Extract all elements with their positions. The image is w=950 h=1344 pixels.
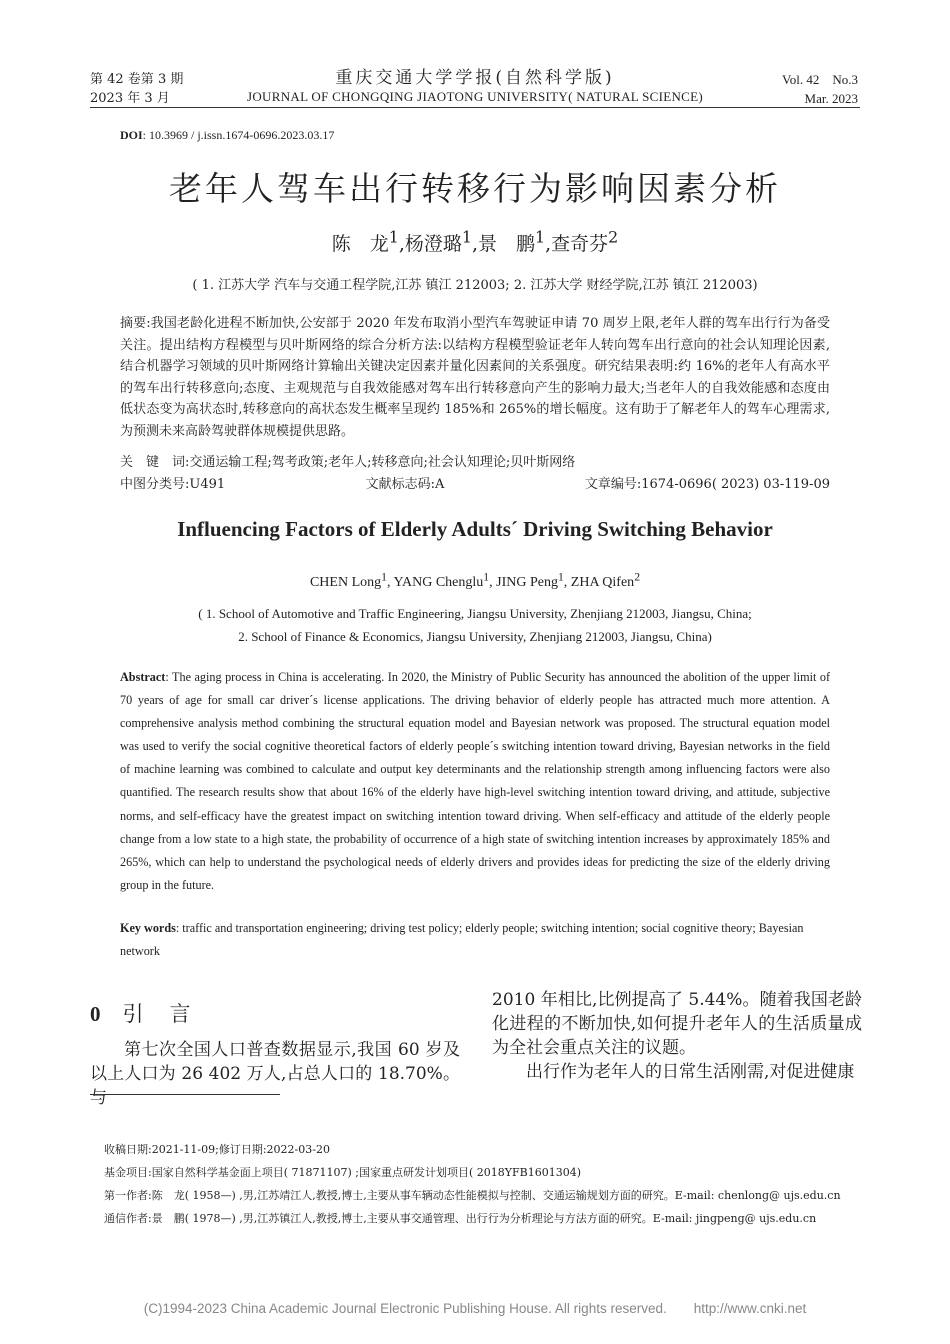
issue-date-en: Mar. 2023 [804,91,858,106]
body-paragraph: 2010 年相比,比例提高了 5.44%。随着我国老龄化进程的不断加快,如何提升老年人的生活质量成为全社会重点关注的议题。 [492,990,862,1058]
issue-volume-en: Vol. 42 No.3 [782,72,858,87]
issue-volume: 第 42 卷第 3 期 [90,72,184,87]
author-en: YANG Chenglu$^1$, [393,570,497,590]
footnote-received: 收稿日期:2021-11-09;修订日期:2022-03-20 [104,1143,330,1156]
doi-value: : 10.3969 / j.issn.1674-0696.2023.03.17 [142,128,335,142]
affiliation-en-2: 2. School of Finance & Economics, Jiangsu University, Zhenjiang 212003, Jiangsu, China) [238,629,712,644]
abstract-cn-text: 我国老龄化进程不断加快,公安部于 2020 年发布取消小型汽车驾驶证申请 70 周岁上限,老年人群的驾车出行行为备受关注。提出结构方程模型与贝叶斯网络的综合分析方法:以结构方程模型验证老年人转向驾车出行意向的社会认知理论因素,结合机器学习领域的贝叶斯网络计算输出关键决定因素并量化因素间的关系强度。研究结果表明:约 16%的老年人有高水平的驾车出行转移意向;态度、主观规范与自我效能感对驾车出行转移意向产生的影响力最大;当老年人的自我效能感和态度由低状态变为高状态时,转移意向的高状态发生概率呈现约 185%和 265%的增长幅度。这有助于了解老年人的驾车心理需求,为预测未来高龄驾驶群体规模提供思路。 [120,316,830,439]
affiliations-en [0,602,950,648]
affiliation-en-1: ( 1. School of Automotive and Traffic Engineering, Jiangsu University, Zhenjiang 212003, Jiangsu, China; [198,606,752,621]
classification-row [120,473,830,492]
abstract-en [120,666,830,897]
section-number: 0 [90,1002,101,1026]
section-title: 引言 [122,1002,217,1026]
journal-title-en: JOURNAL OF CHONGQING JIAOTONG UNIVERSITY( NATURAL SCIENCE) [246,89,704,104]
keywords-cn-text: 交通运输工程;驾考政策;老年人;转移意向;社会认知理论;贝叶斯网络 [189,455,576,470]
keywords-en-label: Key words [120,921,176,935]
footnote-funding: 基金项目:国家自然科学基金面上项目( 71871107) ;国家重点研发计划项目( 2018YFB1601304) [104,1166,582,1179]
header-rule [90,107,860,108]
body-paragraph: 出行作为老年人的日常生活刚需,对促进健康 [526,1062,855,1082]
authors-cn [0,228,950,256]
section-heading [90,998,217,1028]
abstract-en-text: : The aging process in China is accelerating. In 2020, the Ministry of Public Security has announced the abolition of the upper limit of 70 years of age for small car driver´s license applications. The driving behavior of elderly people has attracted much more attention. A comprehensive analysis method combining the structural equation model and Bayesian network was proposed. The structural equation model was used to verify the social cognitive theoretical factors of elderly people´s switching intention toward driving, Bayesian networks in the field of machine learning was combined to calculate and output key determinants and the relationship strength among influencing factors were also quantified. The research results show that about 16% of the elderly have high-level switching intention toward driving, and attitude, subjective norms, and self-efficacy have the greatest impact on switching intention toward driving. When self-efficacy and attitude of the elderly people change from a low state to a high state, the probability of occurrence of a high state of switching intention increases by approximately 185% and 265%, which can help to understand the psychological needs of elderly drivers and provides ideas for predicting the size of the elderly driving group in the future. [120,670,830,892]
body-right-column [492,988,862,1084]
affiliations-cn: ( 1. 江苏大学 汽车与交通工程学院,江苏 镇江 212003; 2. 江苏大学 财经学院,江苏 镇江 212003) [192,278,758,293]
body-left-column: 第七次全国人口普查数据显示,我国 60 岁及以上人口为 26 402 万人,占总人口的 18.70%。与 [90,1040,460,1108]
keywords-cn-label: 关 键 词: [120,455,190,470]
issue-info-en [782,70,858,108]
abstract-cn [120,313,830,442]
author-cn: 杨澄璐$^1$, [404,228,479,256]
keywords-cn [120,451,830,470]
article-number: 文章编号:1674-0696( 2023) 03-119-09 [584,477,830,492]
footnotes [104,1138,874,1230]
issue-date: 2023 年 3 月 [90,91,170,106]
author-en: CHEN Long$^1$, [309,570,394,590]
journal-title-cn: 重庆交通大学学报(自然科学版) [335,68,615,88]
clc-number: 中图分类号:U491 [120,477,226,492]
doi-line [120,128,334,143]
author-cn: 景 鹏$^1$, [478,228,552,256]
author-cn: 查奇芬$^2$ [551,228,619,256]
abstract-en-label: Abstract [120,670,166,684]
doi-label: DOI [120,128,143,142]
author-en: ZHA Qifen$^2$ [570,570,641,590]
paper-title-en: Influencing Factors of Elderly Adults´ Driving Switching Behavior [177,517,773,541]
abstract-cn-label: 摘要: [120,316,151,331]
copyright-watermark: (C)1994-2023 China Academic Journal Electronic Publishing House. All rights reserved. http://www.cnki.net [143,1301,807,1316]
document-code: 文献标志码:A [365,477,445,492]
author-en: JING Peng$^1$, [496,570,571,590]
keywords-en [120,917,830,963]
footnote-first-author: 第一作者:陈 龙( 1958—) ,男,江苏靖江人,教授,博士,主要从事车辆动态性能模拟与控制、交通运输规划方面的研究。E-mail: chenlong@ ujs.edu.cn [104,1189,841,1202]
authors-en [0,570,950,591]
paper-title-cn: 老年人驾车出行转移行为影响因素分析 [169,169,781,208]
author-cn: 陈 龙$^1$, [331,228,405,256]
keywords-en-text: : traffic and transportation engineering; driving test policy; elderly people; switching intention; social cognitive theory; Bayesian network [120,921,804,958]
footnote-corresponding-author: 通信作者:景 鹏( 1978—) ,男,江苏镇江人,教授,博士,主要从事交通管理、出行行为分析理论与方法方面的研究。E-mail: jingpeng@ ujs.edu.cn [104,1212,817,1225]
footnote-rule [90,1094,280,1095]
